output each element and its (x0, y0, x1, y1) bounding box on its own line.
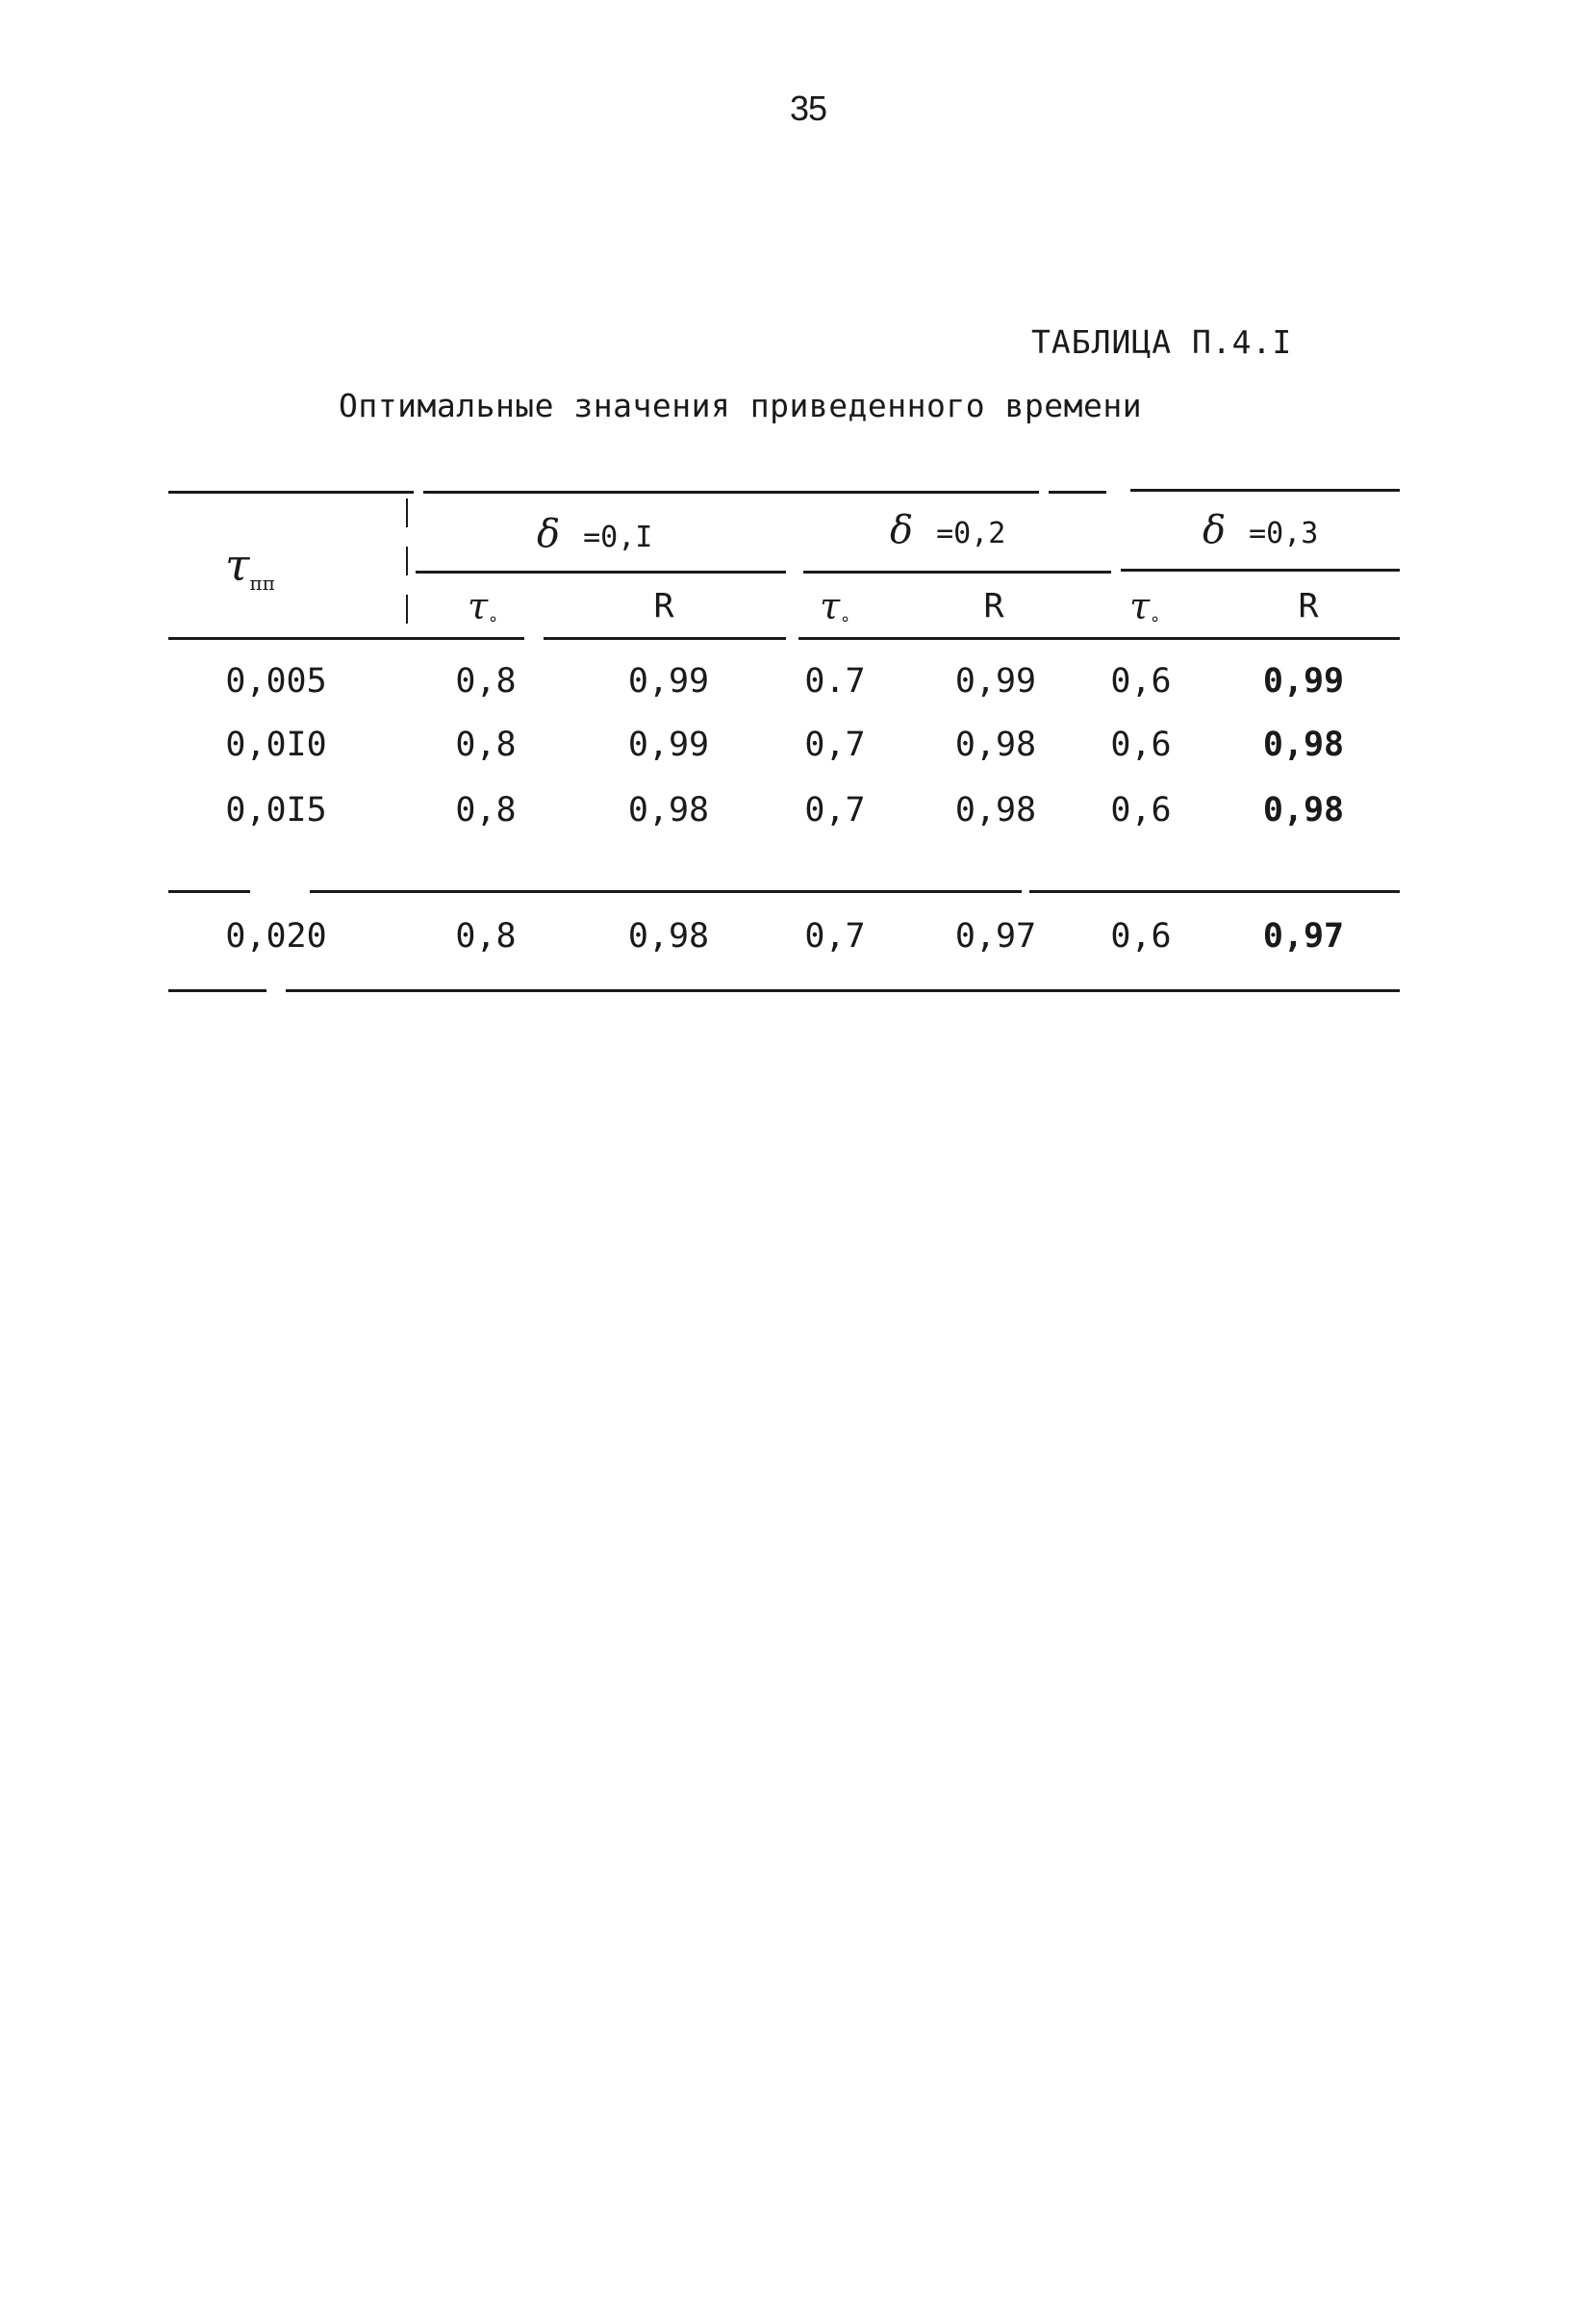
cell-tau-2: 0,7 (804, 917, 866, 956)
group-rule (803, 571, 1111, 574)
cell-r-2: 0,98 (954, 791, 1037, 829)
table-top-rule (423, 491, 1039, 494)
cell-r-2: 0,99 (954, 662, 1037, 701)
group-header-2: δ =0,2 (890, 508, 1006, 552)
cell-r-3: 0,97 (1262, 917, 1345, 956)
table-mid-rule (168, 890, 250, 893)
header-separator (406, 547, 408, 575)
cell-tau-3: 0,6 (1110, 662, 1172, 701)
cell-r-2: 0,98 (954, 726, 1037, 764)
table-mid-rule (1029, 890, 1400, 893)
table-mid-rule (310, 890, 1022, 893)
subheader-tau-1: $\tau_\circ$ (468, 585, 498, 629)
table-top-rule (1130, 489, 1400, 492)
cell-tau-3: 0,6 (1110, 917, 1172, 956)
group-header-1: δ =0,I (537, 512, 653, 556)
cell-r-3: 0,98 (1262, 726, 1345, 764)
cell-tnn: 0,020 (225, 917, 327, 956)
cell-r-1: 0,99 (627, 726, 710, 764)
cell-tau-3: 0,6 (1110, 791, 1172, 829)
cell-r-1: 0,98 (627, 917, 710, 956)
cell-tau-2: 0.7 (804, 662, 866, 701)
cell-tnn: 0,0I5 (225, 791, 327, 829)
cell-tau-1: 0,8 (455, 791, 517, 829)
header-separator (406, 595, 408, 624)
cell-r-1: 0,98 (627, 791, 710, 829)
cell-r-1: 0,99 (627, 662, 710, 701)
header-bottom-rule (168, 637, 524, 640)
table-top-rule (168, 491, 414, 494)
cell-tau-3: 0,6 (1110, 726, 1172, 764)
subheader-r-2: R (983, 587, 1004, 625)
cell-tau-1: 0,8 (455, 917, 517, 956)
table-caption: Оптимальные значения приведенного времени (339, 387, 1143, 424)
subheader-tau-2: $\tau_\circ$ (820, 585, 850, 629)
subheader-r-1: R (653, 587, 674, 625)
table-bottom-rule (286, 989, 1400, 992)
subheader-r-3: R (1298, 587, 1319, 625)
cell-r-3: 0,98 (1262, 791, 1345, 829)
cell-tau-2: 0,7 (804, 726, 866, 764)
group-rule (1121, 569, 1400, 572)
cell-tau-2: 0,7 (804, 791, 866, 829)
cell-tau-1: 0,8 (455, 662, 517, 701)
header-bottom-rule (798, 637, 1400, 640)
group-header-3: δ =0,3 (1203, 508, 1319, 552)
group-rule (416, 571, 786, 574)
header-separator (406, 498, 408, 527)
cell-r-3: 0,99 (1262, 662, 1345, 701)
subheader-tau-3: $\tau_\circ$ (1129, 585, 1160, 629)
table-label: ТАБЛИЦА П.4.I (1031, 323, 1293, 361)
cell-tnn: 0,005 (225, 662, 327, 701)
cell-r-2: 0,97 (954, 917, 1037, 956)
table-bottom-rule (168, 989, 266, 992)
cell-tau-1: 0,8 (455, 726, 517, 764)
table-top-rule (1049, 491, 1106, 494)
row-var-header: $\tau_{пп}$ (225, 539, 276, 595)
header-bottom-rule (544, 637, 786, 640)
cell-tnn: 0,0I0 (225, 726, 327, 764)
page-number: 35 (789, 89, 827, 128)
